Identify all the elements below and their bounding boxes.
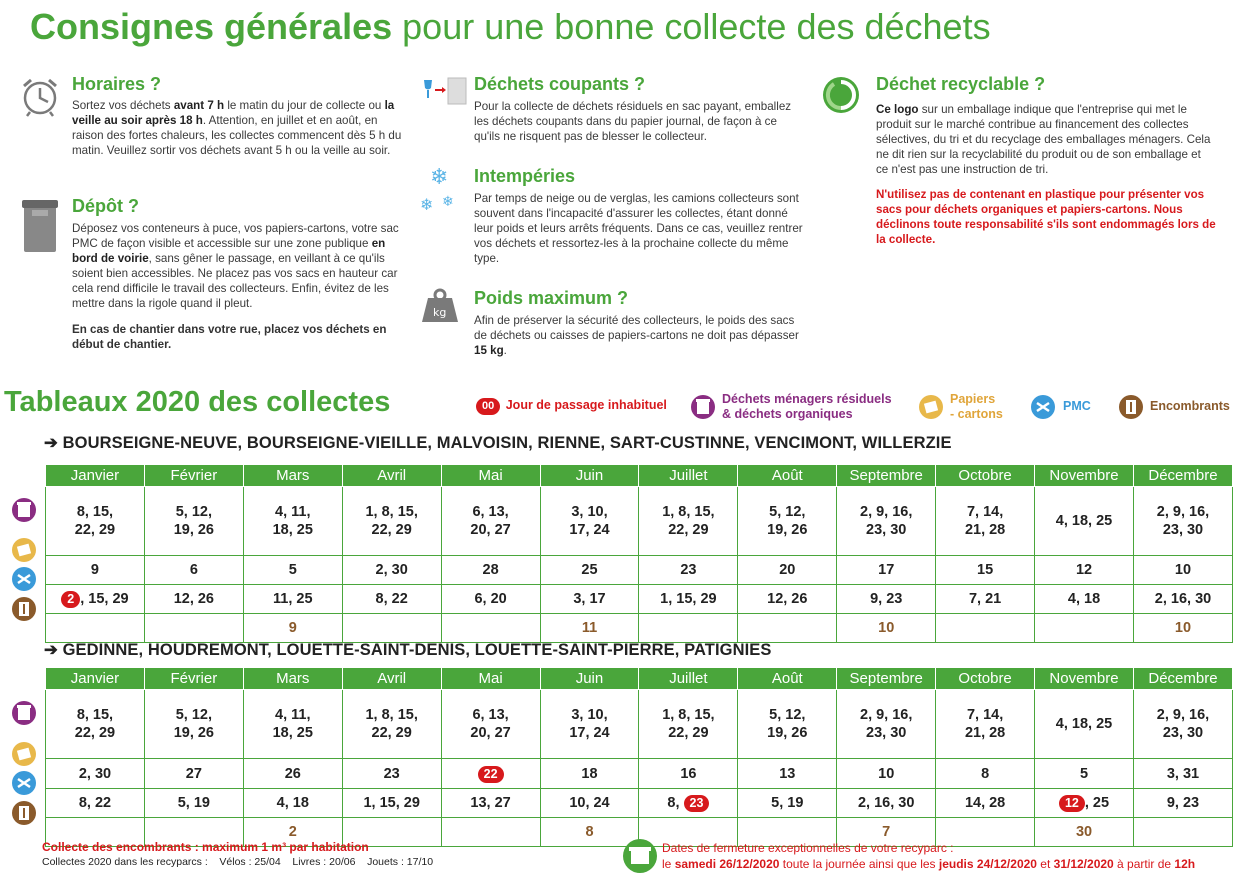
recyparc-icon bbox=[622, 838, 658, 874]
pmc-cell bbox=[46, 585, 145, 614]
bulky-cell: 7 bbox=[837, 818, 936, 847]
paper-cell: 10 bbox=[837, 759, 936, 789]
month-header: Décembre bbox=[1133, 668, 1232, 690]
container-bin-icon bbox=[20, 196, 60, 256]
table2-paper-row bbox=[46, 759, 1233, 789]
recyclable-title: Déchet recyclable ? bbox=[876, 74, 1046, 94]
pmc-cell: 14, 28 bbox=[936, 789, 1035, 818]
table2-title: ➔ GEDINNE, HOUDREMONT, LOUETTE-SAINT-DENIS, LOUETTE-SAINT-PIERRE, PATIGNIES bbox=[44, 641, 772, 659]
bulky-cell: 2 bbox=[243, 818, 342, 847]
pmc-cell: 2, 16, 30 bbox=[837, 789, 936, 818]
paper-cell: 2, 30 bbox=[46, 759, 145, 789]
residual-cell: 3, 10, 17, 24 bbox=[540, 690, 639, 759]
pmc-cell: 3, 17 bbox=[540, 585, 639, 614]
pmc-cell: 5, 19 bbox=[144, 789, 243, 818]
pmc-cell: 2, 16, 30 bbox=[1133, 585, 1232, 614]
unusual-day-badge: 23 bbox=[684, 795, 710, 812]
table1-paper-row bbox=[46, 556, 1233, 585]
pmc-icon bbox=[11, 566, 37, 592]
month-header: Juillet bbox=[639, 668, 738, 690]
month-header: Janvier bbox=[46, 668, 145, 690]
month-header: Juin bbox=[540, 465, 639, 487]
paper-cell: 9 bbox=[46, 556, 145, 585]
paper-cell: 27 bbox=[144, 759, 243, 789]
table1 bbox=[45, 464, 1233, 643]
pmc-cell: 8, 22 bbox=[46, 789, 145, 818]
residual-cell: 4, 18, 25 bbox=[1035, 487, 1134, 556]
unusual-day-badge: 22 bbox=[478, 766, 504, 783]
legend-bulky: Encombrants bbox=[1150, 399, 1230, 413]
residual-cell: 2, 9, 16, 23, 30 bbox=[1133, 487, 1232, 556]
bulky-cell: 11 bbox=[540, 614, 639, 643]
month-header: Août bbox=[738, 668, 837, 690]
paper-cell: 6 bbox=[144, 556, 243, 585]
residual-cell: 4, 11, 18, 25 bbox=[243, 690, 342, 759]
pmc-cell bbox=[1035, 789, 1134, 818]
bulky-cell bbox=[936, 614, 1035, 643]
residual-cell: 4, 11, 18, 25 bbox=[243, 487, 342, 556]
month-header: Mai bbox=[441, 465, 540, 487]
residual-cell: 6, 13, 20, 27 bbox=[441, 690, 540, 759]
legend-unusual: 00 Jour de passage inhabituel bbox=[476, 398, 667, 415]
footer-right bbox=[662, 840, 1195, 872]
depot-title: Dépôt ? bbox=[72, 196, 139, 216]
month-header: Novembre bbox=[1035, 465, 1134, 487]
paper-cell: 18 bbox=[540, 759, 639, 789]
pmc-cell: 4, 18 bbox=[243, 789, 342, 818]
pmc-cell: 12, 26 bbox=[738, 585, 837, 614]
paper-cell: 2, 30 bbox=[342, 556, 441, 585]
intemperies-text: Par temps de neige ou de verglas, les camions collecteurs sont souvent dans l'incapacité d'assurer les collectes, étant donné leur poids et leurs arrêts fréquents. Dans ce cas, veuillez rentrer vos déchets et ressortez-les à la prochaine collecte du même type. bbox=[474, 192, 803, 265]
month-header: Février bbox=[144, 465, 243, 487]
bulky-cell: 10 bbox=[837, 614, 936, 643]
bulky-waste-icon bbox=[1118, 394, 1144, 420]
pmc-cell: 5, 19 bbox=[738, 789, 837, 818]
paper-cell: 25 bbox=[540, 556, 639, 585]
table1-title: ➔ BOURSEIGNE-NEUVE, BOURSEIGNE-VIEILLE, MALVOISIN, RIENNE, SART-CUSTINNE, VENCIMONT, WILLERZIE bbox=[44, 434, 952, 452]
table1-month-row bbox=[46, 465, 1233, 487]
bulky-cell bbox=[639, 614, 738, 643]
bulky-waste-icon bbox=[11, 800, 37, 826]
residual-cell: 1, 8, 15, 22, 29 bbox=[639, 690, 738, 759]
footer-left bbox=[42, 840, 433, 868]
month-header: Janvier bbox=[46, 465, 145, 487]
paper-cell bbox=[441, 759, 540, 789]
pmc-cell: 12, 26 bbox=[144, 585, 243, 614]
bulky-cell: 9 bbox=[243, 614, 342, 643]
pmc-icon bbox=[1030, 394, 1056, 420]
month-header: Juillet bbox=[639, 465, 738, 487]
month-header: Mai bbox=[441, 668, 540, 690]
legend-paper: Papiers - cartons bbox=[950, 392, 1003, 421]
paper-cell: 3, 31 bbox=[1133, 759, 1232, 789]
pmc-dates: , 25 bbox=[1084, 795, 1110, 811]
paper-cell: 13 bbox=[738, 759, 837, 789]
alarm-clock-icon bbox=[18, 74, 62, 118]
pmc-cell: 10, 24 bbox=[540, 789, 639, 818]
residual-cell: 2, 9, 16, 23, 30 bbox=[837, 690, 936, 759]
residual-cell: 7, 14, 21, 28 bbox=[936, 487, 1035, 556]
poids-text: Afin de préserver la sécurité des collecteurs, le poids des sacs de déchets ou caisses de papiers-cartons ne doit pas dépasser 15 kg. bbox=[474, 314, 799, 357]
month-header: Novembre bbox=[1035, 668, 1134, 690]
unusual-day-badge: 12 bbox=[1059, 795, 1085, 812]
unusual-badge: 00 bbox=[476, 398, 500, 415]
month-header: Avril bbox=[342, 668, 441, 690]
paper-cell: 20 bbox=[738, 556, 837, 585]
bulky-info: Collecte des encombrants : maximum 1 m³ par habitation bbox=[42, 840, 369, 854]
table2 bbox=[45, 667, 1233, 847]
residual-cell: 7, 14, 21, 28 bbox=[936, 690, 1035, 759]
bulky-cell bbox=[738, 614, 837, 643]
residual-cell: 8, 15, 22, 29 bbox=[46, 690, 145, 759]
paper-icon bbox=[11, 741, 37, 767]
month-header: Septembre bbox=[837, 668, 936, 690]
residual-cell: 1, 8, 15, 22, 29 bbox=[342, 487, 441, 556]
svg-text:❄: ❄ bbox=[430, 165, 449, 190]
depot-bold-note: En cas de chantier dans votre rue, placez vos déchets en début de chantier. bbox=[72, 323, 387, 351]
coupants-title: Déchets coupants ? bbox=[474, 74, 646, 94]
residual-waste-icon bbox=[690, 394, 716, 420]
residual-cell: 6, 13, 20, 27 bbox=[441, 487, 540, 556]
pmc-cell: 1, 15, 29 bbox=[342, 789, 441, 818]
residual-cell: 5, 12, 19, 26 bbox=[144, 487, 243, 556]
residual-cell: 3, 10, 17, 24 bbox=[540, 487, 639, 556]
paper-cell: 23 bbox=[342, 759, 441, 789]
residual-cell: 4, 18, 25 bbox=[1035, 690, 1134, 759]
table1-pmc-row bbox=[46, 585, 1233, 614]
green-dot-recycle-icon bbox=[822, 76, 860, 114]
month-header: Août bbox=[738, 465, 837, 487]
pmc-dates: 8, bbox=[667, 795, 684, 811]
recyclable-warning: N'utilisez pas de contenant en plastique pour présenter vos sacs pour déchets organiques et papiers-cartons. Nous déclinons toute responsabilité s'ils sont endommagés lors de la collecte. bbox=[876, 188, 1216, 246]
month-header: Octobre bbox=[936, 668, 1035, 690]
glass-paper-icon bbox=[420, 76, 468, 106]
depot-text: Déposez vos conteneurs à puce, vos papiers-cartons, votre sac PMC de façon visible et accessible sur une zone publique en bord de voirie, sans gêner le passage, en veillant à ce qu'ils soient bien accessibles. Ne placez pas vos sacs en hauteur car cela rend difficile le travail des collecteurs. Enfin, évitez de les mettre dans la rigole quand il pleut. bbox=[72, 222, 399, 310]
pmc-cell: 4, 18 bbox=[1035, 585, 1134, 614]
month-header: Décembre bbox=[1133, 465, 1232, 487]
page-title bbox=[30, 6, 991, 48]
pmc-cell: 7, 21 bbox=[936, 585, 1035, 614]
svg-text:❄: ❄ bbox=[442, 194, 454, 210]
residual-waste-icon bbox=[11, 497, 37, 523]
pmc-cell bbox=[639, 789, 738, 818]
residual-cell: 5, 12, 19, 26 bbox=[144, 690, 243, 759]
bulky-cell bbox=[144, 614, 243, 643]
closure-dates: le samedi 26/12/2020 toute la journée ainsi que les jeudis 24/12/2020 et 31/12/2020 à partir de 12h bbox=[662, 857, 1196, 871]
table1-residual-row bbox=[46, 487, 1233, 556]
snowflake-icon bbox=[420, 164, 460, 214]
residual-cell: 2, 9, 16, 23, 30 bbox=[837, 487, 936, 556]
pmc-cell: 13, 27 bbox=[441, 789, 540, 818]
closure-title: Dates de fermeture exceptionnelles de votre recyparc : bbox=[662, 841, 954, 855]
svg-text:❄: ❄ bbox=[420, 195, 434, 214]
legend-pmc: PMC bbox=[1063, 399, 1091, 413]
residual-cell: 8, 15, 22, 29 bbox=[46, 487, 145, 556]
paper-cell: 23 bbox=[639, 556, 738, 585]
table2-residual-row bbox=[46, 690, 1233, 759]
pmc-cell: 8, 22 bbox=[342, 585, 441, 614]
paper-cell: 16 bbox=[639, 759, 738, 789]
residual-cell: 1, 8, 15, 22, 29 bbox=[639, 487, 738, 556]
bulky-waste-icon bbox=[11, 596, 37, 622]
bulky-cell bbox=[441, 614, 540, 643]
title-bold: Consignes générales bbox=[30, 6, 393, 47]
paper-cell: 17 bbox=[837, 556, 936, 585]
pmc-cell: 9, 23 bbox=[837, 585, 936, 614]
month-header: Octobre bbox=[936, 465, 1035, 487]
bulky-cell: 10 bbox=[1133, 614, 1232, 643]
residual-waste-icon bbox=[11, 700, 37, 726]
month-header: Juin bbox=[540, 668, 639, 690]
poids-title: Poids maximum ? bbox=[474, 288, 629, 308]
month-header: Avril bbox=[342, 465, 441, 487]
table2-month-row bbox=[46, 668, 1233, 690]
paper-cell: 10 bbox=[1133, 556, 1232, 585]
month-header: Septembre bbox=[837, 465, 936, 487]
paper-icon bbox=[918, 394, 944, 420]
intemperies-title: Intempéries bbox=[474, 166, 576, 186]
residual-cell: 5, 12, 19, 26 bbox=[738, 487, 837, 556]
bulky-cell: 30 bbox=[1035, 818, 1134, 847]
bulky-cell: 8 bbox=[540, 818, 639, 847]
paper-cell: 15 bbox=[936, 556, 1035, 585]
bulky-cell bbox=[441, 818, 540, 847]
paper-cell: 12 bbox=[1035, 556, 1134, 585]
bulky-cell bbox=[342, 614, 441, 643]
bulky-cell bbox=[46, 614, 145, 643]
recyclable-text: Ce logo sur un emballage indique que l'entreprise qui met le produit sur le marché contribue au financement des collectes sélectives, du tri et du recyclage des emballages ménagers. Cela ne dit rien sur la recyclabilité du produit ou de son emballage et ce n'est pas une instruction de tri. bbox=[876, 103, 1211, 176]
paper-cell: 8 bbox=[936, 759, 1035, 789]
paper-cell: 26 bbox=[243, 759, 342, 789]
pmc-cell: 11, 25 bbox=[243, 585, 342, 614]
month-header: Mars bbox=[243, 668, 342, 690]
weight-kg-icon bbox=[420, 288, 460, 324]
pmc-icon bbox=[11, 770, 37, 796]
pmc-cell: 1, 15, 29 bbox=[639, 585, 738, 614]
table2-pmc-row bbox=[46, 789, 1233, 818]
table1-bulky-row bbox=[46, 614, 1233, 643]
month-header: Février bbox=[144, 668, 243, 690]
paper-cell: 28 bbox=[441, 556, 540, 585]
pmc-cell: 9, 23 bbox=[1133, 789, 1232, 818]
tables-title: Tableaux 2020 des collectes bbox=[4, 386, 391, 418]
paper-cell: 5 bbox=[243, 556, 342, 585]
unusual-day-badge: 2 bbox=[61, 591, 80, 608]
legend-residual: Déchets ménagers résiduels & déchets organiques bbox=[722, 392, 892, 421]
month-header: Mars bbox=[243, 465, 342, 487]
residual-cell: 1, 8, 15, 22, 29 bbox=[342, 690, 441, 759]
residual-cell: 5, 12, 19, 26 bbox=[738, 690, 837, 759]
paper-icon bbox=[11, 537, 37, 563]
pmc-cell: 6, 20 bbox=[441, 585, 540, 614]
coupants-text: Pour la collecte de déchets résiduels en sac payant, emballez les déchets coupants dans du papier journal, de façon à ce qu'ils ne risquent pas de blesser le collecteur. bbox=[474, 100, 792, 143]
horaires-title: Horaires ? bbox=[72, 74, 162, 94]
pmc-dates: , 15, 29 bbox=[80, 591, 129, 607]
bulky-cell bbox=[1035, 614, 1134, 643]
paper-cell: 5 bbox=[1035, 759, 1134, 789]
svg-text:kg: kg bbox=[433, 306, 447, 319]
recyparc-collections: Collectes 2020 dans les recyparcs : Vélos : 25/04 Livres : 20/06 Jouets : 17/10 bbox=[42, 856, 434, 868]
residual-cell: 2, 9, 16, 23, 30 bbox=[1133, 690, 1232, 759]
title-normal: pour une bonne collecte des déchets bbox=[402, 6, 991, 47]
horaires-text: Sortez vos déchets avant 7 h le matin du jour de collecte ou la veille au soir après 18 h. Attention, en juillet et en août, en raison des fortes chaleurs, les collectes commencent dès 5 h du matin. Veuillez sortir vos déchets avant 5 h ou la veille au soir. bbox=[72, 99, 402, 157]
